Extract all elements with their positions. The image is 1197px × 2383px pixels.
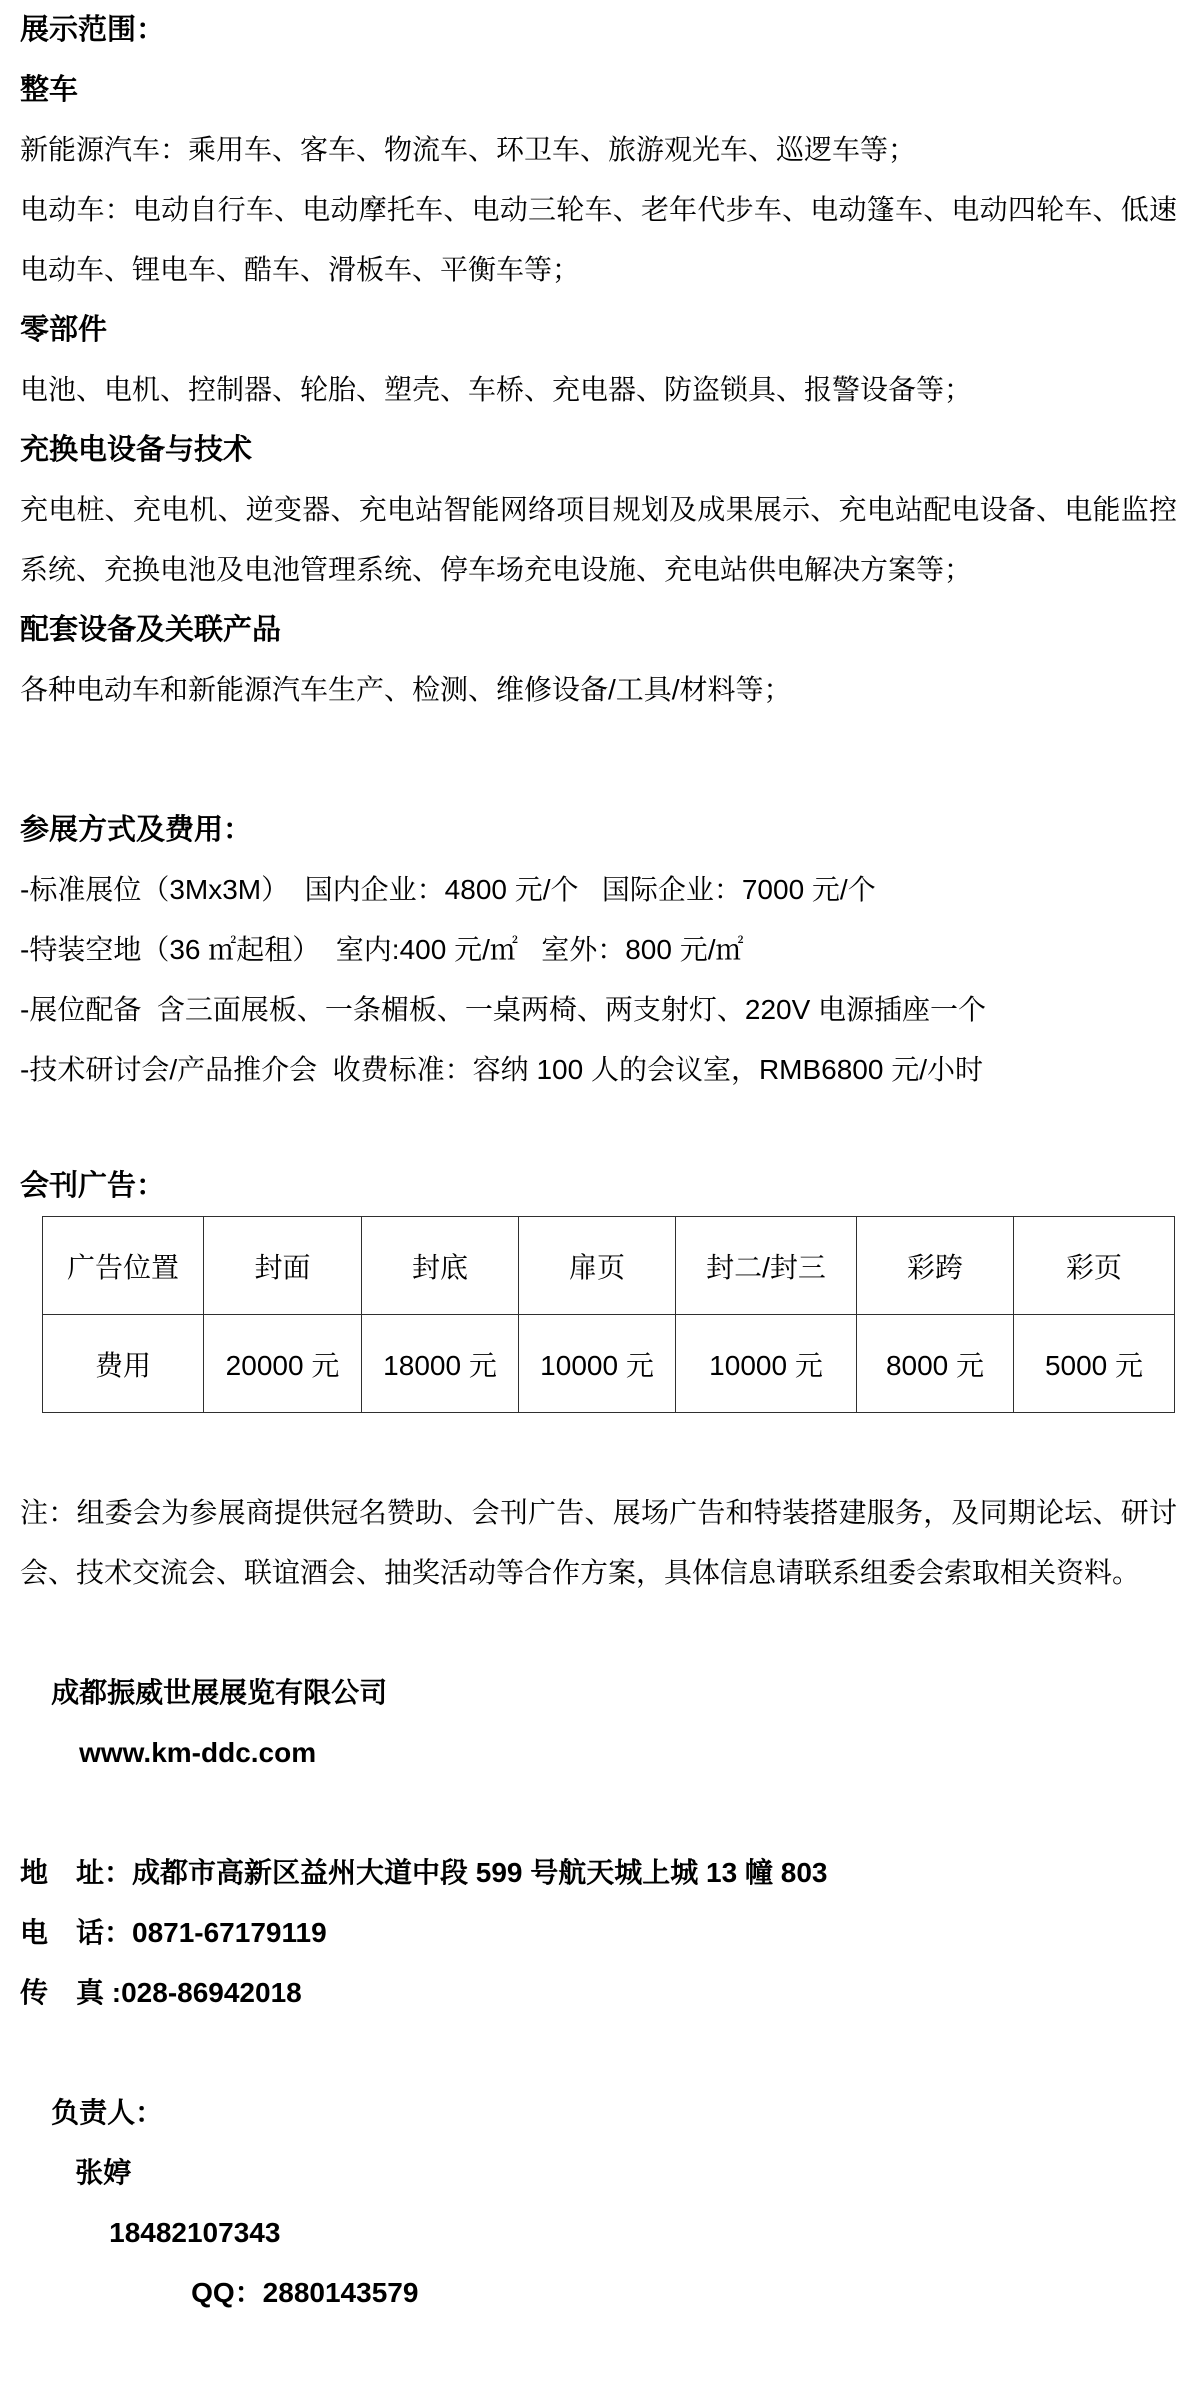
scope-paragraph-parts: 电池、电机、控制器、轮胎、塑壳、车桥、充电器、防盗锁具、报警设备等； (20, 374, 973, 405)
journal-ads-heading: 会刊广告： (20, 1170, 166, 1202)
participation-line-standard-booth: -标准展位（3Mx3M） 国内企业：4800 元/个 国际企业：7000 元/个 (20, 874, 876, 905)
table-cell-fee-label: 费用 (43, 1315, 204, 1413)
contact-manager-line (20, 2023, 1177, 2383)
participation-heading: 参展方式及费用： (20, 814, 253, 846)
participation-line-booth-config: -展位配备 含三面展板、一条楣板、一桌两椅、两支射灯、220V 电源插座一个 (20, 994, 987, 1025)
manager-qq: QQ：2880143579 (191, 2277, 419, 2308)
table-header-title-page: 扉页 (519, 1217, 676, 1315)
note-paragraph: 注：组委会为参展商提供冠名赞助、会刊广告、展场广告和特装搭建服务，及同期论坛、研讨会、技术交流会、联谊酒会、抽奖活动等合作方案，具体信息请联系组委会索取相关资料。 (20, 1497, 1177, 1588)
manager-label: 负责人： (51, 2097, 164, 2128)
section-spacer (20, 1100, 1177, 1156)
scope-paragraph-ev: 电动车：电动自行车、电动摩托车、电动三轮车、老年代步车、电动篷车、电动四轮车、低速电动车、锂电车、酷车、滑板车、平衡车等； (20, 194, 1177, 285)
table-header-inside-covers: 封二/封三 (676, 1217, 857, 1315)
participation-line-seminar: -技术研讨会/产品推介会 收费标准：容纳 100 人的会议室，RMB6800 元/小时 (20, 1054, 984, 1085)
table-header-row (43, 1217, 1175, 1315)
table-price-row (43, 1315, 1175, 1413)
scope-heading: 展示范围： (20, 14, 166, 46)
section-spacer (20, 720, 1177, 800)
contact-phone: 电 话：0871-67179119 (20, 1917, 327, 1948)
table-cell-price-back-cover: 18000 元 (362, 1315, 519, 1413)
participation-line-raw-space: -特装空地（36 ㎡起租） 室内:400 元/㎡ 室外：800 元/㎡ (20, 934, 744, 965)
scope-paragraph-support: 各种电动车和新能源汽车生产、检测、维修设备/工具/材料等； (20, 674, 792, 705)
manager-name: 张婷 (75, 2157, 132, 2188)
contact-fax: 传 真 :028-86942018 (20, 1977, 302, 2008)
scope-subheading-parts: 零部件 (20, 314, 108, 346)
scope-paragraph-charging: 充电桩、充电机、逆变器、充电站智能网络项目规划及成果展示、充电站配电设备、电能监控系统、充换电池及电池管理系统、停车场充电设施、充电站供电解决方案等； (20, 494, 1177, 585)
table-header-back-cover: 封底 (362, 1217, 519, 1315)
company-name: 成都振威世展展览有限公司 (51, 1677, 388, 1708)
table-cell-price-front-cover: 20000 元 (204, 1315, 362, 1413)
table-header-color-spread: 彩跨 (857, 1217, 1014, 1315)
manager-phone: 18482107343 (109, 2217, 281, 2248)
table-cell-price-inside-covers: 10000 元 (676, 1315, 857, 1413)
scope-subheading-support: 配套设备及关联产品 (20, 614, 282, 646)
scope-paragraph-nev: 新能源汽车：乘用车、客车、物流车、环卫车、旅游观光车、巡逻车等； (20, 134, 917, 165)
company-line (20, 1603, 1177, 1843)
table-header-front-cover: 封面 (204, 1217, 362, 1315)
contact-address: 地 址：成都市高新区益州大道中段 599 号航天城上城 13 幢 803 (20, 1857, 828, 1888)
table-cell-price-color-spread: 8000 元 (857, 1315, 1014, 1413)
journal-ads-table (42, 1216, 1175, 1413)
table-header-color-page: 彩页 (1014, 1217, 1175, 1315)
table-cell-price-color-page: 5000 元 (1014, 1315, 1175, 1413)
scope-subheading-charging: 充换电设备与技术 (20, 434, 253, 466)
table-cell-price-title-page: 10000 元 (519, 1315, 676, 1413)
scope-subheading-vehicles: 整车 (20, 74, 79, 106)
table-header-position: 广告位置 (43, 1217, 204, 1315)
company-website: www.km-ddc.com (79, 1737, 317, 1768)
